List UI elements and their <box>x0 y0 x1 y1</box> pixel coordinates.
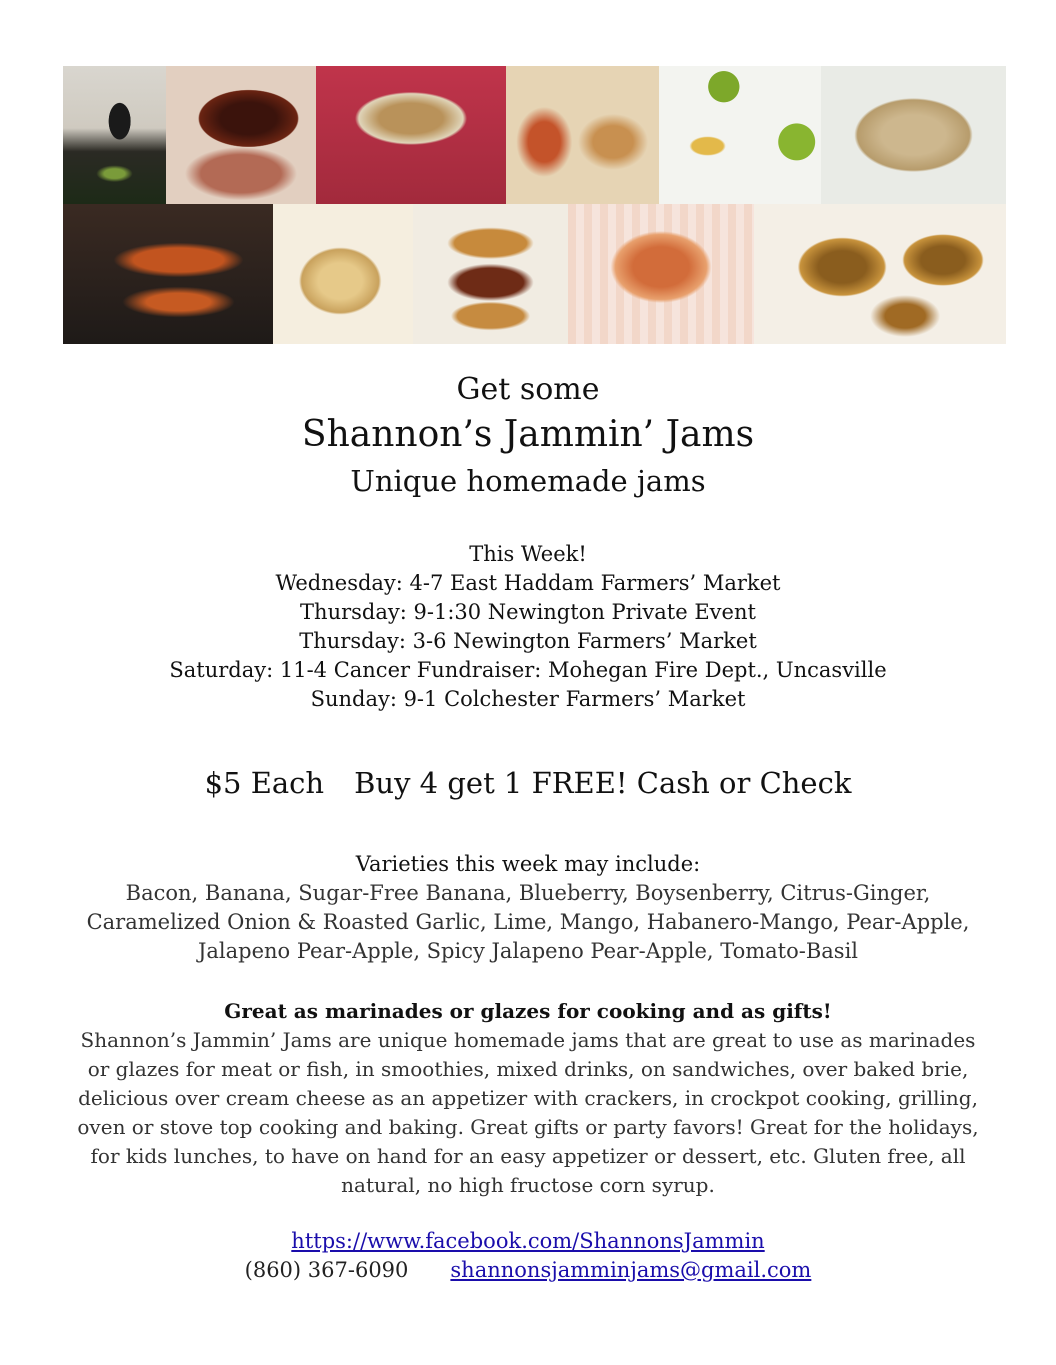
schedule-item: Wednesday: 4-7 East Haddam Farmers’ Market <box>275 571 781 595</box>
description-line: or glazes for meat or fish, in smoothies, mixed drinks, on sandwiches, over baked brie, <box>87 1057 969 1081</box>
grilled-skewer-photo <box>63 204 273 344</box>
baked-brie-photo <box>273 204 413 344</box>
schedule-item: Sunday: 9-1 Colchester Farmers’ Market <box>310 687 746 711</box>
description-line: natural, no high fructose corn syrup. <box>341 1173 715 1197</box>
headline-intro: Get some <box>456 372 600 407</box>
facebook-link[interactable]: https://www.facebook.com/ShannonsJammin <box>291 1229 765 1253</box>
pricing-line <box>0 763 1056 803</box>
price-offer: Buy 4 get 1 FREE! Cash or Check <box>354 766 852 800</box>
photo-row-top <box>63 66 1006 204</box>
description-line: oven or stove top cooking and baking. Great gifts or party favors! Great for the holidays, <box>77 1115 979 1139</box>
schedule-item: Saturday: 11-4 Cancer Fundraiser: Mohegan Fire Dept., Uncasville <box>169 658 887 682</box>
jam-sandwich-photo <box>506 66 659 204</box>
uses-description <box>0 1026 1056 1200</box>
varieties-block <box>0 850 1056 966</box>
description-line: delicious over cream cheese as an appetizer with crackers, in crockpot cooking, grilling, <box>78 1086 978 1110</box>
casserole-photo <box>316 66 506 204</box>
description-line: Shannon’s Jammin’ Jams are unique homemade jams that are great to use as marinades <box>80 1028 976 1052</box>
price-each: $5 Each <box>204 766 325 800</box>
tagline: Unique homemade jams <box>350 464 706 498</box>
appetizer-tarts-photo <box>754 204 1006 344</box>
vendor-booth-photo <box>63 66 166 204</box>
quesadilla-photo <box>821 66 1006 204</box>
pulled-pork-sandwich-photo <box>413 204 568 344</box>
bacon-jam-burger-photo <box>166 66 316 204</box>
varieties-line: Bacon, Banana, Sugar-Free Banana, Blueberry, Boysenberry, Citrus-Ginger, <box>125 881 931 905</box>
varieties-line: Jalapeno Pear-Apple, Spicy Jalapeno Pear-Apple, Tomato-Basil <box>197 939 859 963</box>
description-line: for kids lunches, to have on hand for an easy appetizer or dessert, etc. Gluten free, all <box>90 1144 966 1168</box>
photo-row-bottom <box>63 204 1006 344</box>
brand-title: Shannon’s Jammin’ Jams <box>301 414 755 455</box>
schedule-title: This Week! <box>469 542 587 566</box>
email-link[interactable]: shannonsjamminjams@gmail.com <box>450 1258 812 1282</box>
schedule-item: Thursday: 9-1:30 Newington Private Event <box>300 600 756 624</box>
varieties-line: Caramelized Onion & Roasted Garlic, Lime, Mango, Habanero-Mango, Pear-Apple, <box>86 910 970 934</box>
schedule-item: Thursday: 3-6 Newington Farmers’ Market <box>299 629 757 653</box>
shrimp-skewer-photo <box>568 204 754 344</box>
photo-collage <box>63 63 1006 344</box>
phone-number: (860) 367-6090 <box>244 1258 409 1282</box>
contact-block <box>0 1227 1056 1285</box>
lime-jam-photo <box>659 66 821 204</box>
uses-title: Great as marinades or glazes for cooking and as gifts! <box>224 999 832 1023</box>
varieties-title: Varieties this week may include: <box>355 852 701 876</box>
schedule-block <box>0 540 1056 714</box>
